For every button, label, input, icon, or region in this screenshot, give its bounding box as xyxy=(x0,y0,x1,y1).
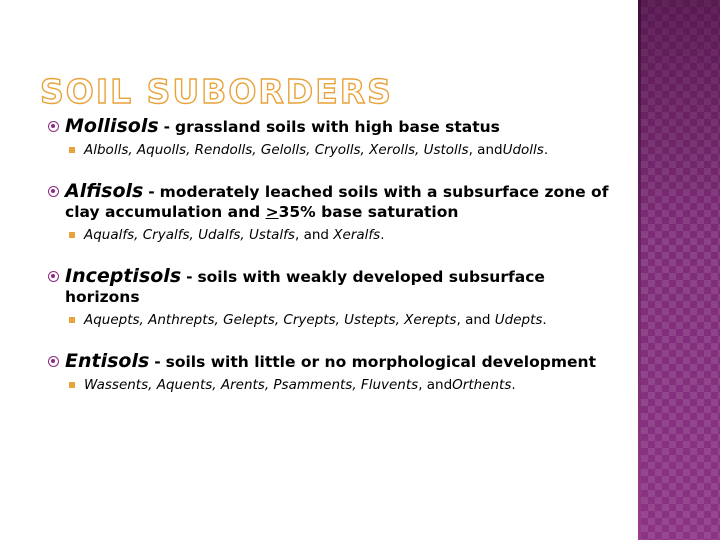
bullet-group-alfisols xyxy=(47,181,612,244)
bullet-level2 xyxy=(47,377,612,394)
decorative-side-panel xyxy=(641,0,720,540)
slide-content xyxy=(47,116,612,416)
square-bullet-icon xyxy=(69,317,75,323)
suborder-list: Aqualfs, Cryalfs, Udalfs, Ustalfs, and Xeralfs. xyxy=(84,227,385,243)
soil-term: Mollisols xyxy=(65,115,159,137)
circle-bullet-icon xyxy=(48,186,59,197)
slide-title: SOIL SUBORDERS xyxy=(40,72,393,111)
square-bullet-icon xyxy=(69,232,75,238)
term-description: moderately leached soils with a subsurface zone of clay accumulation and >35% base saturation xyxy=(65,183,609,221)
soil-term: Inceptisols xyxy=(65,265,182,287)
suborder-list: Albolls, Aquolls, Rendolls, Gelolls, Cryolls, Xerolls, Ustolls, andUdolls. xyxy=(84,142,549,158)
bullet-level1 xyxy=(47,351,612,372)
circle-bullet-icon xyxy=(48,356,59,367)
bullet-level2 xyxy=(47,227,612,244)
square-bullet-icon xyxy=(69,147,75,153)
soil-term: Entisols xyxy=(65,350,150,372)
bullet-level1 xyxy=(47,266,612,307)
circle-bullet-icon xyxy=(48,121,59,132)
term-description: soils with weakly developed subsurface horizons xyxy=(65,268,545,306)
dash: - xyxy=(154,353,161,371)
bullet-group-mollisols xyxy=(47,116,612,159)
square-bullet-icon xyxy=(69,382,75,388)
soil-term: Alfisols xyxy=(65,180,144,202)
suborder-list: Wassents, Aquents, Arents, Psamments, Fluvents, andOrthents. xyxy=(84,377,516,393)
bullet-level1 xyxy=(47,181,612,222)
suborder-list: Aquepts, Anthrepts, Gelepts, Cryepts, Ustepts, Xerepts, and Udepts. xyxy=(84,312,547,328)
dash: - xyxy=(148,183,155,201)
term-description: grassland soils with high base status xyxy=(175,118,500,136)
bullet-group-inceptisols xyxy=(47,266,612,329)
bullet-level2 xyxy=(47,142,612,159)
term-description: soils with little or no morphological development xyxy=(165,353,596,371)
bullet-group-entisols xyxy=(47,351,612,394)
dash: - xyxy=(163,118,171,136)
dash: - xyxy=(186,268,193,286)
bullet-level1 xyxy=(47,116,612,137)
bullet-level2 xyxy=(47,312,612,329)
circle-bullet-icon xyxy=(48,271,59,282)
